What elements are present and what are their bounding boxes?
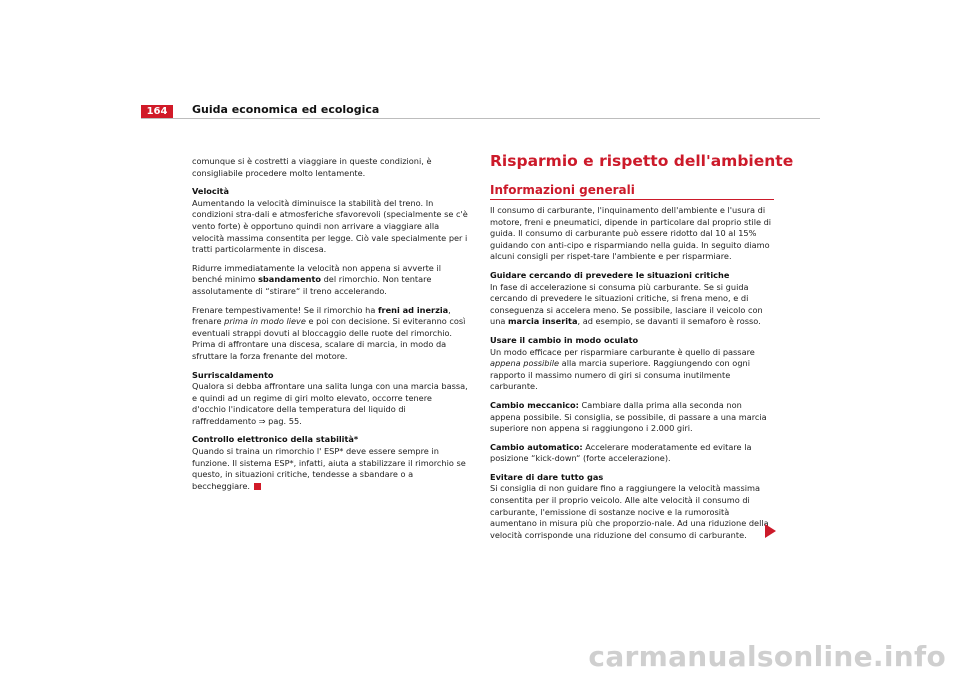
end-of-section-icon [254,483,261,490]
header-divider [141,118,820,119]
continue-arrow-icon [765,524,776,538]
text-cambio-b: alla marcia superiore. Raggiungendo con ogni rapporto il massimo numero di giri si consuma inutilmente carburante. [490,358,750,392]
text-prevedere-a: In fase di accelerazione si consuma più carburante. Se si guida cercando di prevedere le situazioni critiche, si frena meno, e di conseguenza si accelera meno. Se possibile, lasciare il veicolo con una [490,281,763,327]
text-cambio-a: Un modo efficace per risparmiare carburante è quello di passare [490,346,755,357]
section-gas [490,472,773,542]
text-frenare-c: e poi con decisione. Si eviteranno così eventuali strappi dovuti al bloccaggio delle ruote del rimorchio. Prima di affrontare una discesa, scalare di marcia, in modo da sfruttare la forza frenante del motore. [192,316,466,361]
section-velocita [192,186,468,256]
bold-freni-inerzia: freni ad inerzia [377,304,449,315]
heading-gas: Evitare di dare tutto gas [490,471,604,482]
text-cambio-automatico: Accelerare moderatamente ed evitare la posizione “kick-down“ (forte accelerazione). [490,441,752,464]
bold-sbandamento: sbandamento [258,274,321,285]
paragraph-frenare [192,305,468,363]
heading-prevedere: Guidare cercando di prevedere le situazioni critiche [490,269,730,280]
label-cambio-automatico: Cambio automatico: [490,441,583,452]
heading-esp: Controllo elettronico della stabilità* [192,434,359,445]
section-cambio [490,335,773,393]
text-frenare-b: , frenare [192,304,451,327]
paragraph-cambio-automatico [490,442,773,465]
chapter-title: Guida economica ed ecologica [192,103,380,116]
italic-prima-lieve: prima in modo lieve [224,316,306,327]
text-velocita: Aumentando la velocità diminuisce la stabilità del treno. In condizioni stra-dali e atmosferiche sfavorevoli (specialmente se c'è vento forte) è opportuno quindi non arrivare a viaggiare alla velocità massima consentita per legge. Ciò vale specialmente per i tratti particolarmente in discesa. [192,197,468,255]
text-sbandamento-b: del rimorchio. Non tentare assolutamente di “stirare“ il treno accelerando. [192,274,432,296]
section-title: Risparmio e rispetto dell'ambiente [490,152,794,170]
text-surriscaldamento: Qualora si debba affrontare una salita lunga con una marcia bassa, e quindi ad un regime di giri molto elevato, occorre tenere d'occhio l'indicatore della temperatura del liquido di raffreddamento ⇒ pag. 55. [192,381,468,426]
paragraph-intro: comunque si è costretti a viaggiare in queste condizioni, è consigliabile procedere molto lentamente. [192,156,432,178]
label-cambio-meccanico: Cambio meccanico: [490,399,579,410]
text-cambio-meccanico: Cambiare dalla prima alla seconda non appena possibile. Si consiglia, se possibile, di passare a una marcia superiore non appena si raggiungono i 2.000 giri. [490,399,767,434]
text-frenare-a: Frenare tempestivamente! Se il rimorchio ha [192,304,376,315]
heading-surriscaldamento: Surriscaldamento [192,369,274,380]
subsection-title: Informazioni generali [490,183,635,197]
page-number-badge: 164 [141,105,173,118]
text-prevedere-b: , ad esempio, se davanti il semaforo è rosso. [577,316,761,327]
left-column [192,156,468,499]
paragraph-informazioni: Il consumo di carburante, l'inquinamento dell'ambiente e l'usura di motore, freni e pneumatici, dipende in particolare dal proprio stile di guida. Il consumo di carburante può essere ridotto dal 10 al 15% guidando con anti-cipo e risparmiando nella guida. In seguito diamo alcuni consigli per rispet-tare l'ambiente e per risparmiare. [490,205,772,262]
paragraph-cambio-meccanico [490,400,773,435]
section-surriscaldamento [192,370,468,428]
section-esp [192,434,468,492]
italic-appena-possibile: appena possibile [490,358,560,369]
paragraph-sbandamento [192,263,468,298]
watermark-logo: carmanualsonline.info [588,640,946,673]
text-esp: Quando si traina un rimorchio l' ESP* deve essere sempre in funzione. Il sistema ESP*, infatti, aiuta a stabilizzare il rimorchio se questo, in situazioni critiche, tendesse a sbandare o a beccheggiare. [192,446,466,491]
heading-velocita: Velocità [192,186,229,197]
right-column [490,205,773,548]
text-gas: Si consiglia di non guidare fino a raggiungere la velocità massima consentita per il proprio veicolo. Alle alte velocità il consumo di carburante, l'emissione di sostanze nocive e la rumorosità aumentano in misura più che proporzio-nale. Ad una riduzione della velocità corrisponde una riduzione del consumo di carburante. [490,483,769,540]
section-prevedere [490,270,773,328]
text-sbandamento-a: Ridurre immediatamente la velocità non appena si avverte il benché minimo [192,262,441,285]
heading-cambio: Usare il cambio in modo oculato [490,334,639,345]
subsection-divider [490,199,774,200]
bold-marcia-inserita: marcia inserita [508,316,578,327]
